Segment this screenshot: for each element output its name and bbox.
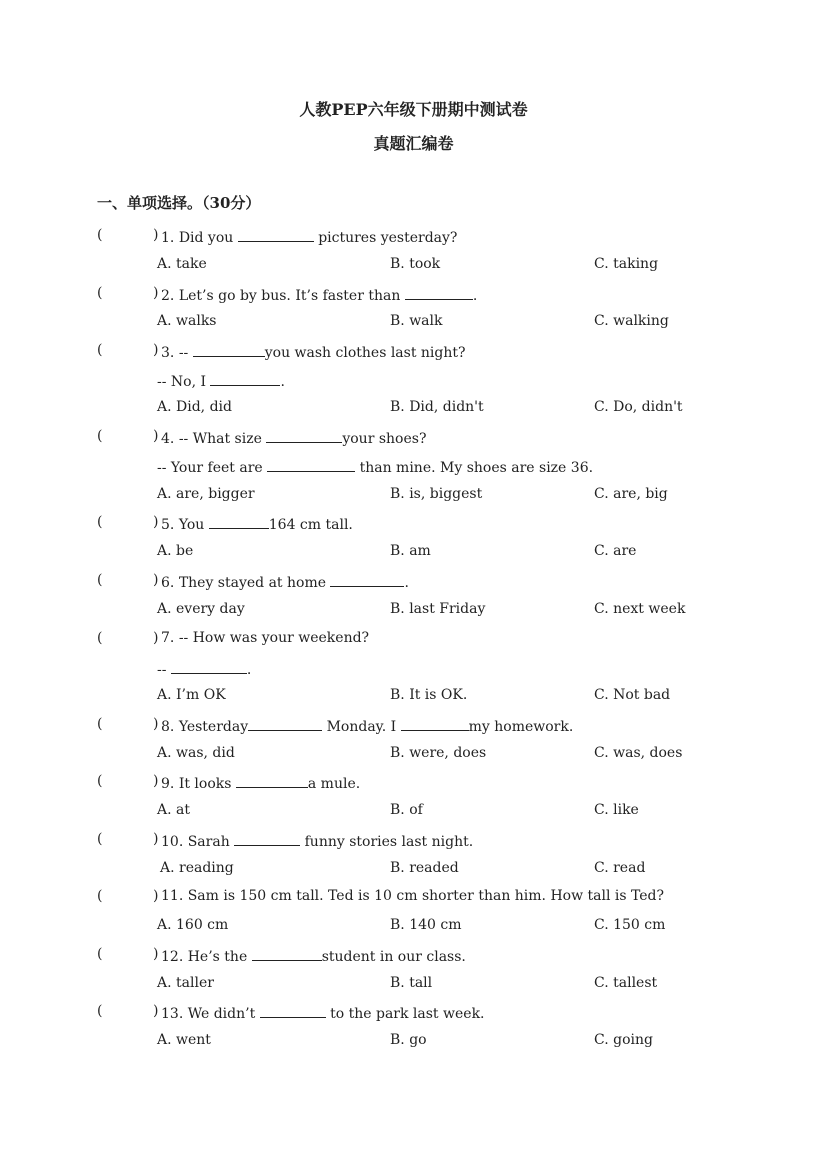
question-number: 6. [161, 575, 175, 591]
answer-blank[interactable] [252, 946, 322, 961]
option-a[interactable]: A. taller [157, 975, 214, 991]
question-number: 13. [161, 1006, 184, 1022]
option-a[interactable]: A. was, did [157, 745, 235, 761]
question-number: 3. [161, 345, 175, 361]
option-b[interactable]: B. It is OK. [390, 687, 468, 703]
option-a[interactable]: A. are, bigger [157, 486, 255, 502]
option-a[interactable]: A. I’m OK [157, 687, 226, 703]
option-a[interactable]: A. reading [160, 860, 234, 876]
answer-blank[interactable] [330, 572, 404, 587]
option-b[interactable]: B. of [390, 802, 423, 818]
answer-blank[interactable] [236, 773, 308, 788]
answer-blank[interactable] [401, 716, 469, 731]
question-number: 5. [161, 517, 175, 533]
option-b[interactable]: B. is, biggest [390, 486, 483, 502]
question-number: 11. [161, 888, 184, 904]
question-number: 8. [161, 719, 175, 735]
section-title: 一、单项选择。（30分） [97, 194, 261, 212]
option-b[interactable]: B. readed [390, 860, 459, 876]
option-b[interactable]: B. tall [390, 975, 433, 991]
question-number: 1. [161, 230, 175, 246]
answer-blank[interactable] [238, 227, 314, 242]
option-a[interactable]: A. 160 cm [157, 917, 229, 933]
answer-blank[interactable] [248, 716, 322, 731]
option-b[interactable]: B. last Friday [390, 601, 486, 617]
option-c[interactable]: C. read [594, 860, 646, 876]
option-b[interactable]: B. walk [390, 313, 443, 329]
option-c[interactable]: C. taking [594, 256, 659, 272]
option-c[interactable]: C. walking [594, 313, 669, 329]
page-subtitle: 真题汇编卷 [373, 134, 454, 153]
option-b[interactable]: B. Did, didn't [390, 399, 484, 415]
option-a[interactable]: A. every day [157, 601, 245, 617]
option-b[interactable]: B. were, does [390, 745, 487, 761]
option-a[interactable]: A. be [157, 543, 194, 559]
answer-blank[interactable] [210, 371, 280, 386]
question-number: 12. [161, 949, 184, 965]
dialogue-line: -- Your feet are than mine. My shoes are size 36. [157, 457, 593, 476]
option-c[interactable]: C. like [594, 802, 639, 818]
dialogue-line: -- . [157, 659, 251, 678]
option-c[interactable]: C. are [594, 543, 637, 559]
question-number: 2. [161, 288, 175, 304]
answer-blank[interactable] [267, 457, 355, 472]
option-a[interactable]: A. take [157, 256, 207, 272]
option-b[interactable]: B. took [390, 256, 441, 272]
option-c[interactable]: C. was, does [594, 745, 683, 761]
option-b[interactable]: B. am [390, 543, 431, 559]
answer-blank[interactable] [266, 428, 342, 443]
option-c[interactable]: C. going [594, 1032, 653, 1048]
question-number: 7. [161, 630, 175, 646]
question-number: 10. [161, 834, 184, 850]
answer-blank[interactable] [209, 514, 269, 529]
answer-blank[interactable] [171, 659, 247, 674]
option-a[interactable]: A. Did, did [157, 399, 232, 415]
option-c[interactable]: C. Not bad [594, 687, 671, 703]
option-c[interactable]: C. are, big [594, 486, 668, 502]
option-a[interactable]: A. at [157, 802, 190, 818]
question-number: 9. [161, 776, 175, 792]
answer-blank[interactable] [193, 342, 265, 357]
option-b[interactable]: B. go [390, 1032, 427, 1048]
answer-blank[interactable] [405, 285, 473, 300]
option-c[interactable]: C. next week [594, 601, 686, 617]
page-title: 人教PEP六年级下册期中测试卷 [299, 100, 528, 119]
answer-blank[interactable] [234, 831, 300, 846]
option-a[interactable]: A. walks [157, 313, 217, 329]
option-c[interactable]: C. tallest [594, 975, 658, 991]
option-c[interactable]: C. 150 cm [594, 917, 666, 933]
option-b[interactable]: B. 140 cm [390, 917, 462, 933]
option-a[interactable]: A. went [157, 1032, 211, 1048]
answer-blank[interactable] [260, 1003, 326, 1018]
question-number: 4. [161, 431, 175, 447]
option-c[interactable]: C. Do, didn't [594, 399, 683, 415]
dialogue-line: -- No, I . [157, 371, 285, 390]
